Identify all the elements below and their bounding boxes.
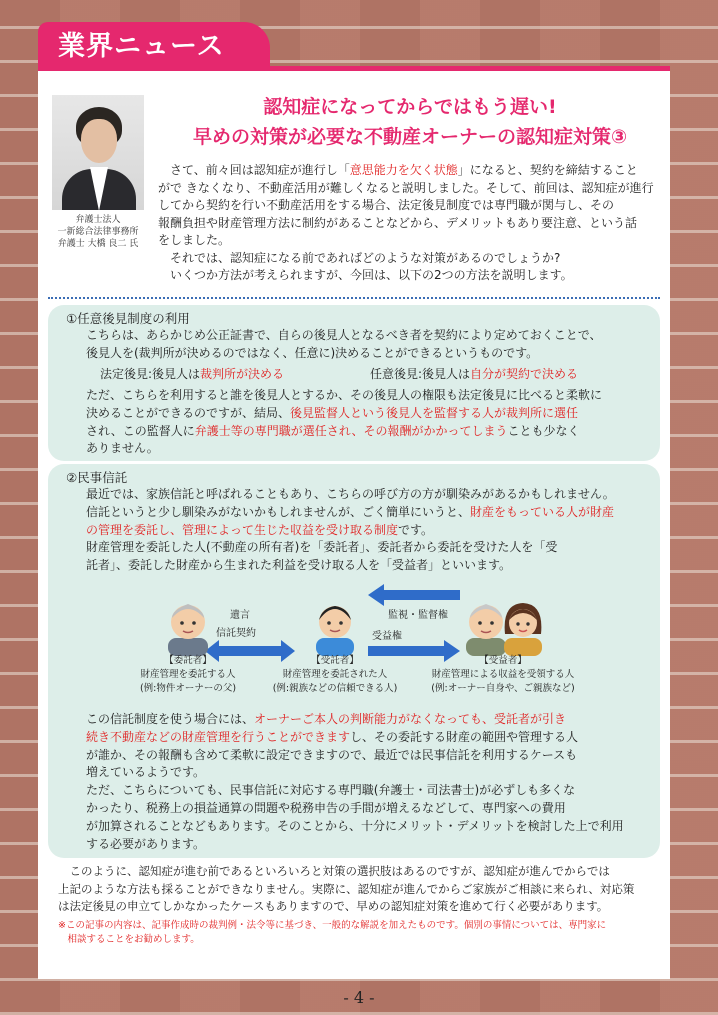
label-beneficial-right: 受益権: [372, 631, 402, 642]
article-title-2: 早めの対策が必要な不動産オーナーの認知症対策③: [192, 126, 628, 148]
trustee-caption: [262, 654, 408, 696]
text-line: が誰か、その報酬も含めて柔軟に設定できますので、最近では民事信託を利用するケースも: [86, 747, 578, 762]
text-line: ただ、こちらを利用すると誰を後見人とするか、その後見人の権限も法定後見に比べると柔軟に: [86, 388, 603, 402]
text-line: 信託というと少し馴染みがないかもしれませんが、ごく簡単にいうと、財産をもっている人が財産: [86, 504, 615, 519]
text-line: このように、認知症が進む前であるといろいろと対策の選択肢はあるのですが、認知症が進んでからでは: [58, 864, 610, 878]
trustee-desc: 財産管理を委託された人: [282, 669, 388, 680]
text-line: ただ、こちらについても、民事信託に対応する専門職(弁護士・司法書士)が必ずしも多くな: [86, 783, 576, 798]
text-line: 続き不動産などの財産管理を行うことができますし、その委託する財産の範囲や管理する人: [86, 729, 579, 744]
text-line: 最近では、家族信託と呼ばれることもあり、こちらの呼び方の方が馴染みがあるかもしれません。: [86, 487, 615, 501]
section2-heading: ②民事信託: [66, 470, 128, 485]
trustee-example: (例:親族などの信頼できる人): [272, 683, 398, 694]
label-supervision: 監視・監督権: [388, 610, 448, 621]
section1-text-b: [86, 387, 656, 458]
text-line: かったり、税務上の損益通算の問題や税務申告の手間が増えるなどして、専門家への費用: [86, 800, 566, 815]
settlor-elder-icon: [164, 598, 212, 656]
closing-paragraph: [58, 863, 663, 916]
text-line: さて、前々回は認知症が進行し「意思能力を欠く状態」になると、契約を締結すること: [158, 163, 638, 177]
section-title: 業界ニュース: [58, 31, 225, 62]
author-photo: [52, 95, 144, 210]
beneficiary-role: 【受益者】: [479, 655, 527, 666]
text-line: 報酬負担や財産管理方法に制約があることなどから、デメリットもあり要注意、という話: [158, 215, 638, 230]
text-line: をしました。: [158, 233, 231, 247]
text-line: それでは、認知症になる前であればどのような対策があるのでしょうか?: [158, 250, 561, 265]
text-line: の管理を委託し、管理によって生じた収益を受け取る制度です。: [86, 522, 434, 537]
disclaimer-note: [58, 919, 658, 947]
beneficiary-woman-icon: [500, 598, 546, 656]
divider: [48, 297, 660, 299]
compare-voluntary: 任意後見:後見人は自分が契約で決める: [370, 367, 579, 381]
section2-text-a: [86, 486, 656, 575]
text-line: この信託制度を使う場合には、オーナーご本人の判断能力がなくなっても、受託者が引き: [86, 712, 567, 726]
article-title-1: 認知症になってからではもう遅い!: [263, 96, 557, 118]
text-line: 託者」、委託した財産から生まれた利益を受け取る人を「受益者」といいます。: [86, 558, 512, 573]
label-will: 遺言: [230, 610, 250, 621]
text-line: がで きなくなり、不動産活用が難しくなると説明しました。そして、前回は、認知症が進行: [158, 180, 654, 195]
author-office: 一新総合法律事務所: [57, 227, 139, 237]
settlor-caption: [118, 654, 258, 696]
trustee-icon: [312, 598, 358, 656]
section1-text-a: [86, 327, 656, 363]
text-line: 相談することをお勧めします。: [58, 934, 200, 945]
text-line: こちらは、あらかじめ公正証書で、自らの後見人となるべき者を契約により定めておくことで、: [86, 328, 602, 342]
section2-text-b: [86, 711, 656, 853]
author-caption: [40, 214, 156, 250]
text-line: 増えているようです。: [86, 765, 206, 780]
text-line: 財産管理を委託した人(不動産の所有者)を「委託者」、委託者から委託を受けた人を「受: [86, 540, 558, 555]
author-name: 弁護士 大橋 良二 氏: [57, 239, 139, 249]
beneficiary-desc: 財産管理による収益を受領する人: [431, 669, 575, 680]
text-line: 後見人を(裁判所が決めるのではなく、任意に)決めることができるというものです。: [86, 345, 539, 360]
settlor-example: (例:物件オーナーの父): [139, 683, 237, 694]
settlor-desc: 財産管理を委託する人: [140, 669, 236, 680]
text-line: する必要があります。: [86, 836, 206, 851]
text-line: 上記のような方法も採ることができなりません。実際に、認知症が進んでからご家族がご相談に来られ、対応策: [58, 881, 635, 896]
trustee-role: 【受託者】: [311, 655, 359, 666]
intro-paragraph: [158, 162, 663, 285]
text-line: され、この監督人に弁護士等の専門職が選任され、その報酬がかかってしまうことも少なく: [86, 423, 580, 438]
beneficiary-caption: [418, 654, 588, 696]
text-line: は法定後見の申立てしかなかったケースもありますので、早めの認知症対策を進めて行く必要があります。: [58, 899, 609, 913]
text-line: ありません。: [86, 441, 159, 456]
page-number: - 4 -: [343, 988, 375, 1007]
text-line: してから契約を行い不動産活用をする場合、法定後見制度では専門職が関与し、その: [158, 198, 615, 212]
text-line: ※この記事の内容は、記事作成時の裁判例・法令等に基づき、一般的な解説を加えたものです。個別の事情については、専門家に: [58, 920, 607, 931]
supervise-arrow: [368, 584, 460, 606]
section1-heading: ①任意後見制度の利用: [66, 311, 190, 326]
compare-legal: 法定後見:後見人は裁判所が決める: [100, 367, 285, 381]
author-firm: 弁護士法人: [75, 215, 121, 225]
settlor-role: 【委託者】: [164, 655, 212, 666]
text-line: いくつか方法が考えられますが、今回は、以下の2つの方法を説明します。: [158, 268, 573, 282]
text-line: 決めることができるのですが、結局、後見監督人という後見人を監督する人が裁判所に選任: [86, 405, 579, 420]
beneficiary-example: (例:オーナー自身や、ご親族など): [431, 683, 575, 694]
text-line: が加算されることなどもあります。そのことから、十分にメリット・デメリットを検討した上で利用: [86, 818, 624, 833]
label-trust-contract: 信託契約: [216, 628, 256, 639]
